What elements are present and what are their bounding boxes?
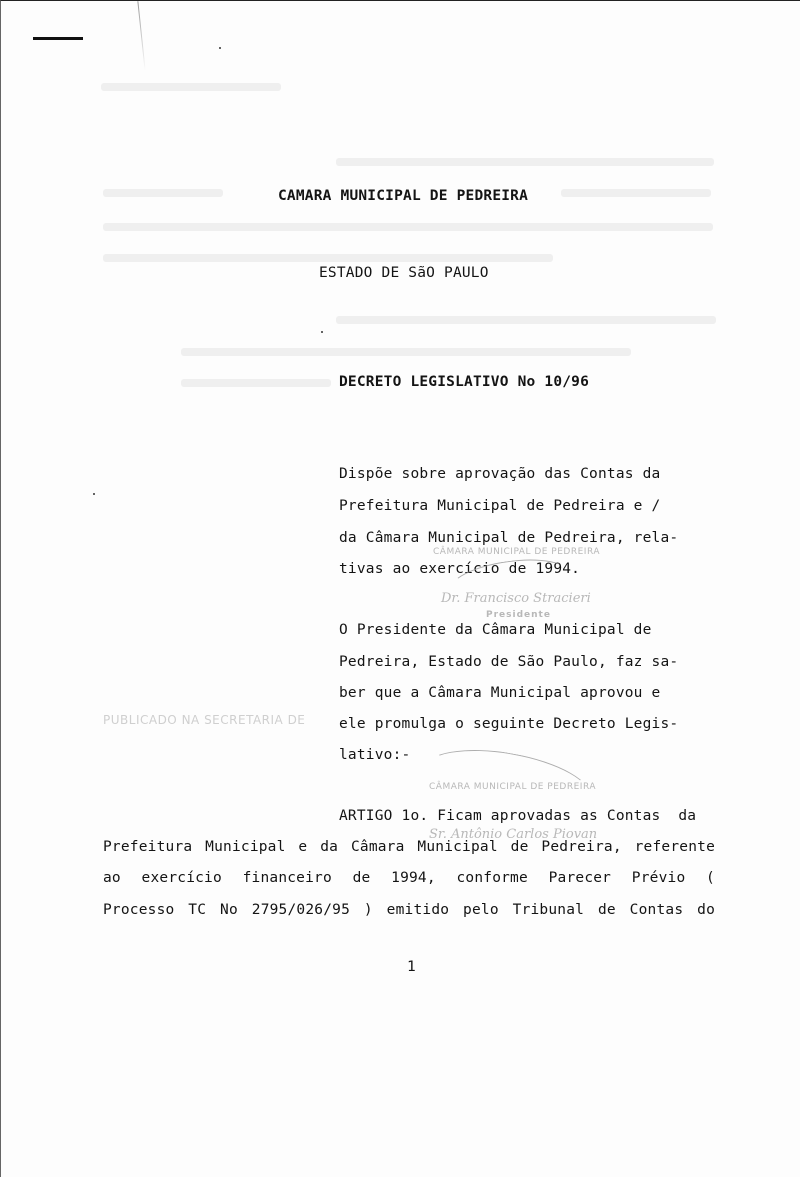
preamble-line: O Presidente da Câmara Municipal de <box>339 622 652 638</box>
bleed-through <box>103 189 223 197</box>
bleed-through <box>336 158 714 166</box>
preamble-line: lativo:- <box>339 747 411 763</box>
article-heading-line: ARTIGO 1o. Ficam aprovadas as Contas da <box>339 808 697 824</box>
summary-line: Prefeitura Municipal de Pedreira e / <box>339 498 661 514</box>
summary-line: Dispõe sobre aprovação das Contas da <box>339 466 661 482</box>
scan-speck <box>219 47 221 49</box>
secretary-stamp-org: CÂMARA MUNICIPAL DE PEDREIRA <box>429 782 596 792</box>
article-line: Prefeitura Municipal e da Câmara Municipal de Pedreira, referente <box>103 839 715 855</box>
president-stamp-org: CÂMARA MUNICIPAL DE PEDREIRA <box>433 547 600 557</box>
scan-artifact-streak <box>137 1 145 71</box>
chamber-title: CAMARA MUNICIPAL DE PEDREIRA <box>278 188 529 204</box>
page-number: 1 <box>407 959 416 975</box>
secretary-stamp-name: Sr. Antônio Carlos Piovan <box>429 827 598 842</box>
scan-speck <box>93 493 95 495</box>
bleed-through <box>103 254 553 262</box>
summary-line: tivas ao exercício de 1994. <box>339 561 581 577</box>
article-line: ao exercício financeiro de 1994, conforme Parecer Prévio ( <box>103 870 715 886</box>
bleed-through <box>336 316 716 324</box>
preamble-line: Pedreira, Estado de São Paulo, faz sa- <box>339 654 679 670</box>
bleed-through <box>101 83 281 91</box>
bleed-through <box>561 189 711 197</box>
president-stamp-name: Dr. Francisco Stracieri <box>441 591 591 606</box>
publication-stamp-bleed: PUBLICADO NA SECRETARIA DE <box>103 713 306 727</box>
preamble-line: ele promulga o seguinte Decreto Legis- <box>339 716 679 732</box>
article-line: Processo TC No 2795/026/95 ) emitido pelo Tribunal de Contas do <box>103 902 715 918</box>
state-title: ESTADO DE SãO PAULO <box>319 265 489 281</box>
bleed-through <box>181 348 631 356</box>
scan-speck <box>321 331 323 333</box>
bleed-through <box>103 223 713 231</box>
president-stamp-role: Presidente <box>486 610 551 620</box>
bleed-through <box>181 379 331 387</box>
scan-artifact-mark <box>33 37 83 40</box>
summary-line: da Câmara Municipal de Pedreira, rela- <box>339 530 679 546</box>
preamble-line: ber que a Câmara Municipal aprovou e <box>339 685 661 701</box>
decree-title: DECRETO LEGISLATIVO No 10/96 <box>339 374 590 390</box>
